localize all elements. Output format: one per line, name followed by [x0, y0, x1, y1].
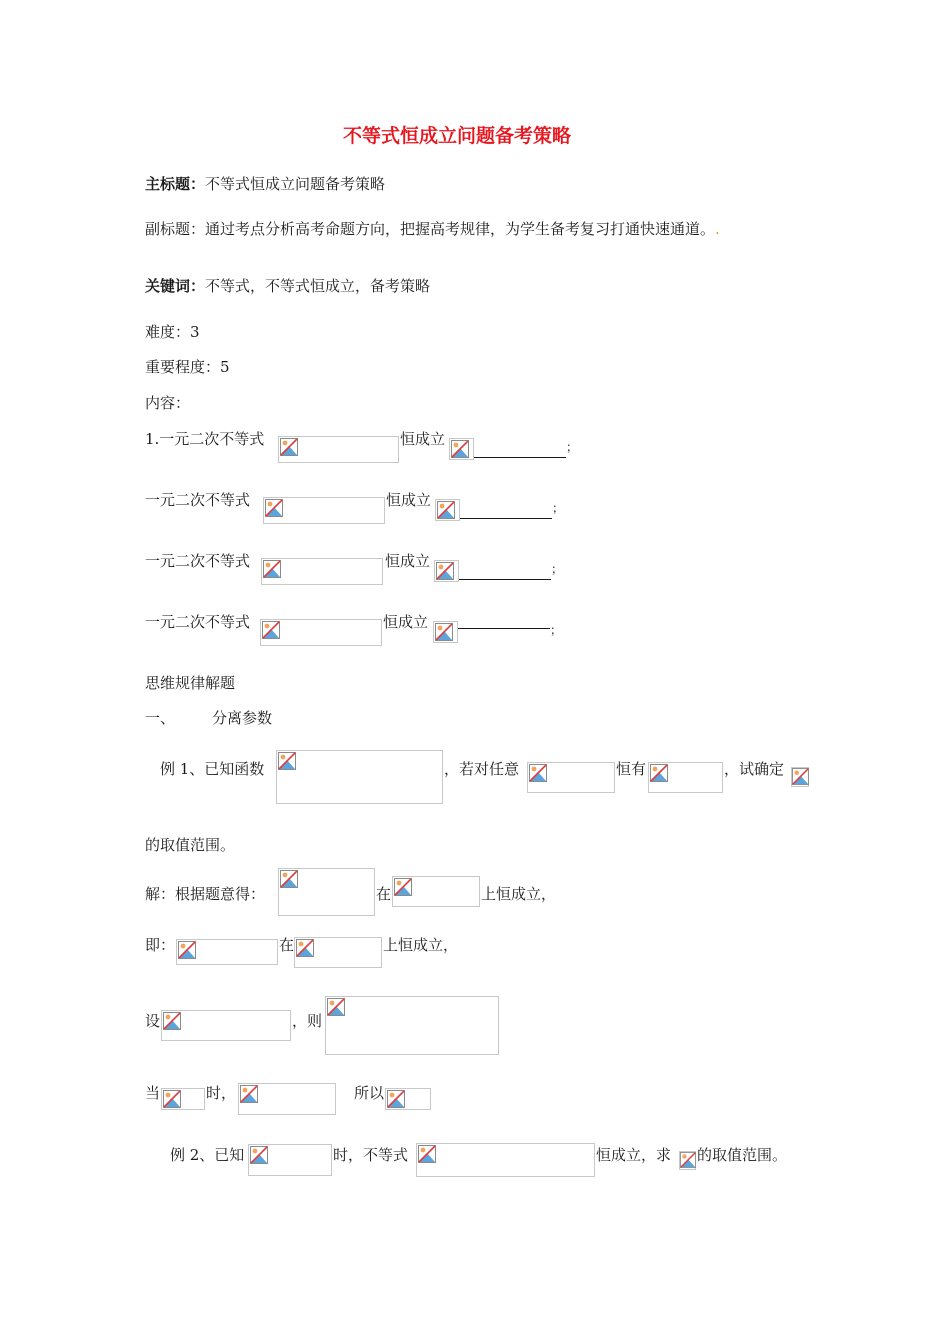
- broken-image-icon: [680, 1152, 696, 1168]
- line4-text-c: ；: [550, 623, 563, 637]
- ex2-text-a: 例 2、已知: [170, 1146, 245, 1164]
- answer-blank: [458, 628, 550, 629]
- formula-image: [278, 436, 399, 463]
- broken-image-icon: [262, 621, 280, 639]
- subtitle-dot: .: [715, 220, 720, 238]
- broken-image-icon: [263, 560, 281, 578]
- formula-image: [527, 762, 615, 793]
- broken-image-icon: [178, 941, 196, 959]
- formula-image: [161, 1088, 205, 1110]
- answer-blank: [459, 579, 551, 580]
- answer-blank: [474, 457, 566, 458]
- line1-text-a: 1.一元二次不等式: [145, 430, 265, 448]
- ex1-text-e: 的取值范围。: [145, 836, 236, 854]
- ex1-text-c: 恒有: [616, 760, 647, 778]
- broken-image-icon: [418, 1145, 436, 1163]
- formula-image: [435, 499, 460, 521]
- broken-image-icon: [436, 562, 454, 580]
- subtitle-value: 通过考点分析高考命题方向，把握高考规律，为学生备考复习打通快速通道。: [205, 220, 716, 238]
- keywords-row: [145, 276, 430, 296]
- subtitle-row: [145, 219, 720, 239]
- formula-image: [238, 1083, 336, 1115]
- broken-image-icon: [327, 998, 345, 1016]
- formula-image: [325, 996, 499, 1055]
- line1-text-c: ；: [566, 440, 579, 454]
- sol-text-a: 解：根据题意得：: [145, 885, 266, 903]
- sol-text-j: 时，: [206, 1084, 237, 1102]
- line2-text-b: 恒成立: [386, 491, 432, 509]
- answer-blank: [460, 518, 552, 519]
- difficulty: 难度：3: [145, 323, 200, 341]
- broken-image-icon: [529, 764, 547, 782]
- ex2-text-d: 的取值范围。: [697, 1146, 788, 1164]
- formula-image: [433, 621, 458, 643]
- sol-text-b: 在: [376, 885, 392, 903]
- formula-image: [392, 876, 480, 907]
- main-title-value: 不等式恒成立问题备考策略: [205, 175, 386, 193]
- formula-image: [278, 868, 375, 916]
- ex1-text-d: ，试确定: [724, 760, 785, 778]
- main-title-label: 主标题：: [145, 175, 206, 193]
- formula-image: [679, 1151, 696, 1170]
- sol-text-e: 在: [279, 936, 295, 954]
- content-label: 内容：: [145, 394, 191, 412]
- section-number: 一、: [145, 709, 176, 727]
- formula-image: [176, 939, 278, 965]
- section-title: 分离参数: [212, 709, 273, 727]
- formula-image: [161, 1010, 291, 1041]
- formula-image: [263, 497, 385, 524]
- broken-image-icon: [394, 878, 412, 896]
- main-title-row: [145, 174, 385, 194]
- line1-text-b: 恒成立: [400, 430, 446, 448]
- formula-image: [449, 438, 474, 460]
- formula-image: [261, 558, 383, 585]
- broken-image-icon: [250, 1146, 268, 1164]
- keywords-label: 关键词：: [145, 277, 206, 295]
- formula-image: [260, 619, 382, 646]
- formula-image: [294, 937, 382, 968]
- line3-text-c: ；: [551, 562, 564, 576]
- ex1-text-b: ，若对任意: [444, 760, 520, 778]
- line2-text-c: ；: [552, 501, 565, 515]
- line4-text-a: 一元二次不等式: [145, 613, 251, 631]
- broken-image-icon: [240, 1085, 258, 1103]
- formula-image: [248, 1144, 332, 1176]
- line3-text-b: 恒成立: [385, 552, 431, 570]
- broken-image-icon: [451, 440, 469, 458]
- document-title: 不等式恒成立问题备考策略: [343, 125, 572, 147]
- broken-image-icon: [280, 438, 298, 456]
- subtitle-label: 副标题：: [145, 220, 206, 238]
- sol-text-h: ，则: [292, 1012, 323, 1030]
- line2-text-a: 一元二次不等式: [145, 491, 251, 509]
- line3-text-a: 一元二次不等式: [145, 552, 251, 570]
- sol-text-k: 所以: [354, 1084, 385, 1102]
- broken-image-icon: [265, 499, 283, 517]
- formula-image: [385, 1088, 431, 1110]
- broken-image-icon: [163, 1090, 181, 1108]
- formula-image: [791, 767, 809, 787]
- sol-text-g: 设: [145, 1012, 161, 1030]
- sol-text-c: 上恒成立，: [481, 885, 557, 903]
- broken-image-icon: [296, 939, 314, 957]
- sol-text-f: 上恒成立，: [383, 936, 459, 954]
- ex2-text-c: 恒成立，求: [596, 1146, 672, 1164]
- broken-image-icon: [650, 764, 668, 782]
- broken-image-icon: [435, 623, 453, 641]
- broken-image-icon: [437, 501, 455, 519]
- thinking-heading: 思维规律解题: [145, 674, 236, 692]
- sol-text-i: 当: [145, 1084, 161, 1102]
- broken-image-icon: [792, 768, 809, 785]
- broken-image-icon: [280, 870, 298, 888]
- formula-image: [276, 750, 443, 804]
- importance: 重要程度：5: [145, 358, 230, 376]
- line4-text-b: 恒成立: [383, 613, 429, 631]
- ex1-text-a: 例 1、已知函数: [160, 760, 265, 778]
- formula-image: [434, 560, 459, 582]
- formula-image: [416, 1143, 595, 1177]
- sol-text-d: 即：: [145, 936, 176, 954]
- broken-image-icon: [278, 752, 296, 770]
- broken-image-icon: [387, 1090, 405, 1108]
- broken-image-icon: [163, 1012, 181, 1030]
- keywords-value: 不等式，不等式恒成立，备考策略: [205, 277, 431, 295]
- ex2-text-b: 时，不等式: [333, 1146, 409, 1164]
- formula-image: [648, 762, 723, 793]
